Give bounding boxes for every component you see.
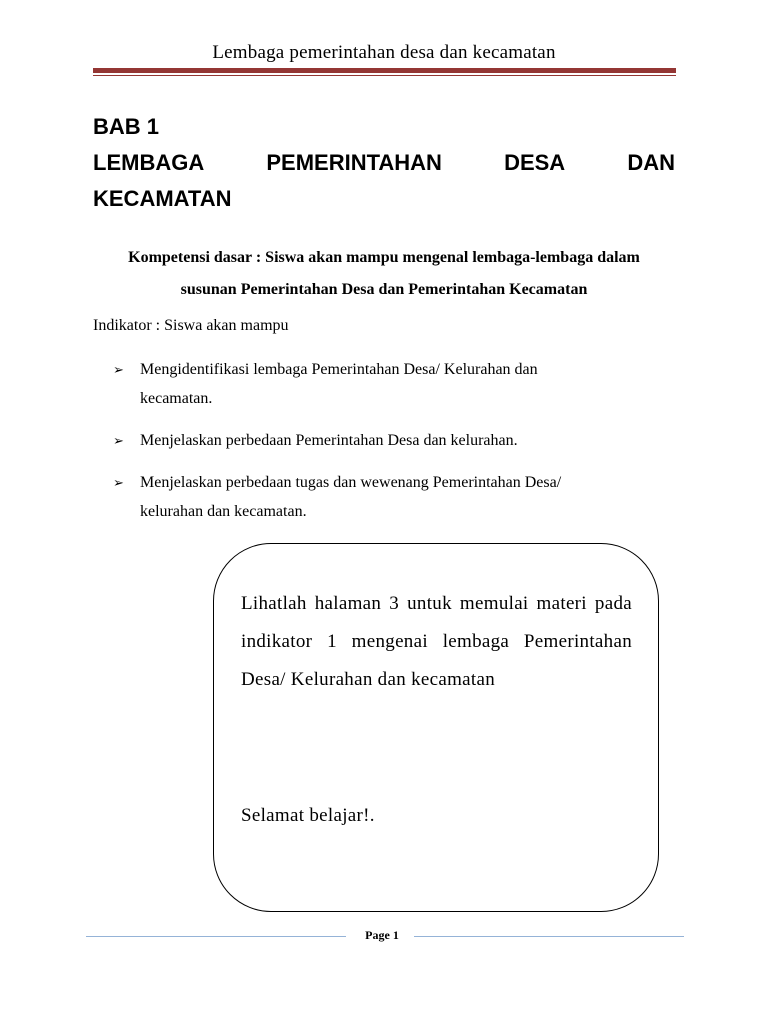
indicator-item-line: kecamatan. [140,390,213,407]
competency-statement [93,242,675,306]
competency-line: Kompetensi dasar : Siswa akan mampu mengenal lembaga-lembaga dalam [128,249,640,266]
indicator-item-line: Menjelaskan perbedaan Pemerintahan Desa dan kelurahan. [140,432,518,449]
chapter-title-word: LEMBAGA [93,150,205,175]
indicator-label: Indikator : Siswa akan mampu [93,317,289,334]
chapter-title-line2: KECAMATAN [93,186,232,211]
header-rule-thin [93,75,676,76]
indicator-item-line: Mengidentifikasi lembaga Pemerintahan Desa/ Kelurahan dan [140,361,538,378]
arrow-bullet-icon: ➢ [113,475,124,490]
chapter-title-line1 [93,150,675,176]
page-number: Page 1 [365,928,399,942]
chapter-number: BAB 1 [93,114,160,139]
indicator-item-line: Menjelaskan perbedaan tugas dan wewenang Pemerintahan Desa/ [140,474,562,491]
competency-line: susunan Pemerintahan Desa dan Pemerintahan Kecamatan [180,281,588,298]
indicator-item-line: kelurahan dan kecamatan. [140,503,307,520]
note-text: Lihatlah halaman 3 untuk memulai materi pada indikator 1 mengenai lembaga Pemerintahan Desa/ Kelurahan dan kecamatan [241,593,632,690]
arrow-bullet-icon: ➢ [113,362,124,377]
note-greeting: Selamat belajar!. [241,805,375,826]
indicator-item [113,426,633,455]
header-rule [93,68,676,73]
header-title: Lembaga pemerintahan desa dan kecamatan [212,42,556,63]
chapter-title-word: DESA [504,150,566,175]
footer-rule-left [86,936,346,937]
chapter-title-word: PEMERINTAHAN [266,150,442,175]
chapter-title-word: DAN [627,150,675,175]
indicator-item [113,468,633,526]
arrow-bullet-icon: ➢ [113,433,124,448]
indicator-item [113,355,633,413]
footer-rule-right [414,936,684,937]
